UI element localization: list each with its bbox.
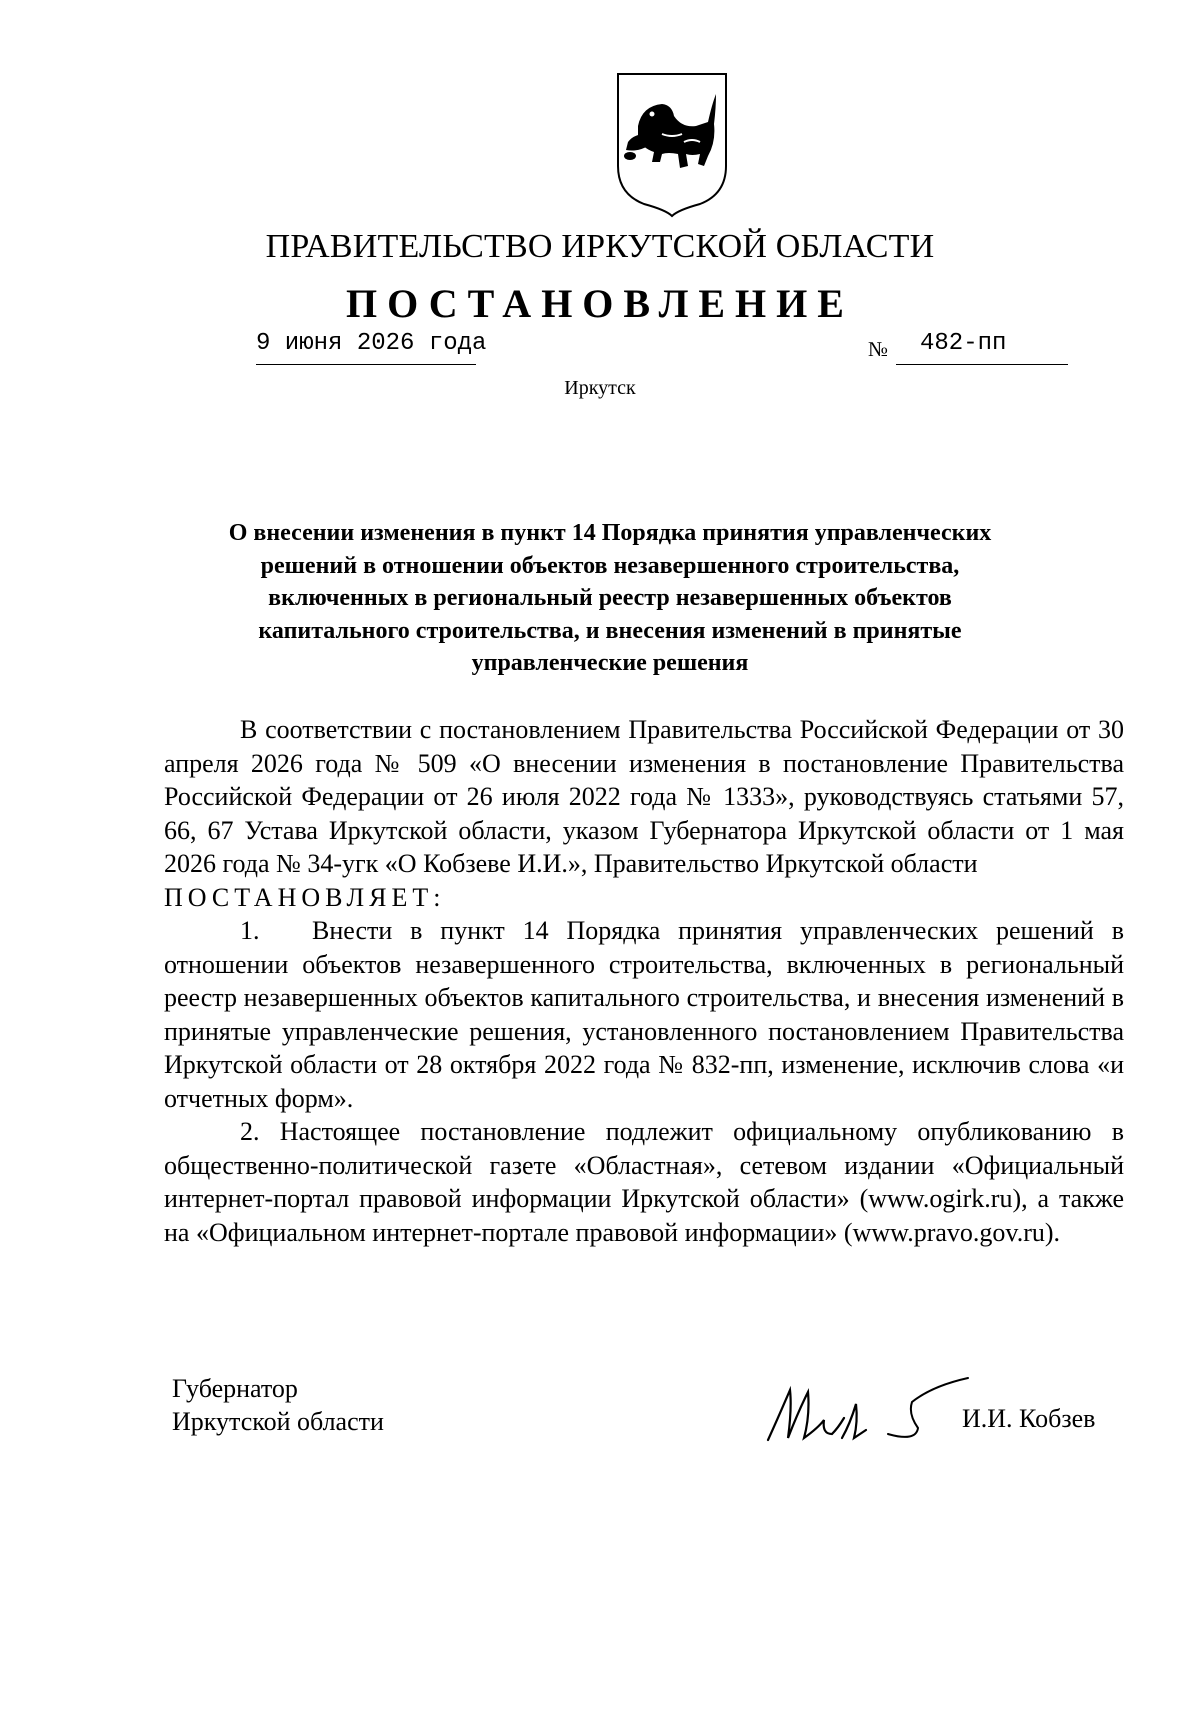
heading-line: О внесении изменения в пункт 14 Порядка принятия управленческих [228, 520, 992, 546]
signer-title-line: Иркутской области [172, 1407, 384, 1436]
preamble-paragraph: В соответствии с постановлением Правительства Российской Федерации от 30 апреля 2026 года № 509 «О внесении изменения в постановление Правительства Российской Федерации от 26 июля 2022 года № 1333», руководствуясь статьями 57, 66, 67 Устава Иркутской области, указом Губернатора Иркутской области от 1 мая 2026 года № 34-угк «О Кобзеве И.И.», Правительство Иркутской области [164, 715, 1124, 878]
document-date: 9 июня 2026 года [256, 330, 487, 357]
heading-line: включенных в региональный реестр незавершенных объектов [268, 585, 952, 611]
document-date-field [256, 330, 487, 365]
heading-line: решений в отношении объектов незавершенного строительства, [260, 552, 960, 579]
document-heading [160, 517, 1060, 680]
irkutsk-coat-of-arms-icon [612, 68, 732, 218]
item-1-number: 1. [240, 916, 260, 945]
city-label: Иркутск [564, 377, 636, 399]
signer-name: И.И. Кобзев [962, 1404, 1096, 1433]
resolves-word: ПОСТАНОВЛЯЕТ: [164, 882, 446, 912]
signer-title [172, 1372, 384, 1438]
item-1-paragraph [164, 914, 1124, 1115]
document-number-field [896, 330, 1068, 365]
document-type-title: ПОСТАНОВЛЕНИЕ [346, 281, 854, 326]
heading-line: капитального строительства, и внесения изменений в принятые [258, 617, 962, 644]
number-sign: № [868, 337, 889, 361]
document-number: 482-пп [920, 330, 1007, 357]
document-body [164, 713, 1124, 1249]
heading-line: управленческие решения [471, 650, 749, 676]
item-2-paragraph: 2. Настоящее постановление подлежит официальному опубликованию в общественно-политической газете «Областная», сетевом издании «Официальный интернет-портал правовой информации Иркутской области» (www.ogirk.ru), а также на «Официальном интернет-портале правовой информации» (www.pravo.gov.ru). [164, 1117, 1124, 1247]
signer-title-line: Губернатор [172, 1374, 298, 1403]
organization-title: ПРАВИТЕЛЬСТВО ИРКУТСКОЙ ОБЛАСТИ [265, 228, 935, 265]
item-1-text: Внести в пункт 14 Порядка принятия управленческих решений в отношении объектов незавершенного строительства, включенных в региональный реестр незавершенных объектов капитального строительства, и внесения изменений в принятые управленческие решения, установленного постановлением Правительства Иркутской области от 28 октября 2022 года № 832-пп, изменение, исключив слова «и отчетных форм». [164, 916, 1124, 1113]
handwritten-signature-icon [762, 1368, 972, 1448]
